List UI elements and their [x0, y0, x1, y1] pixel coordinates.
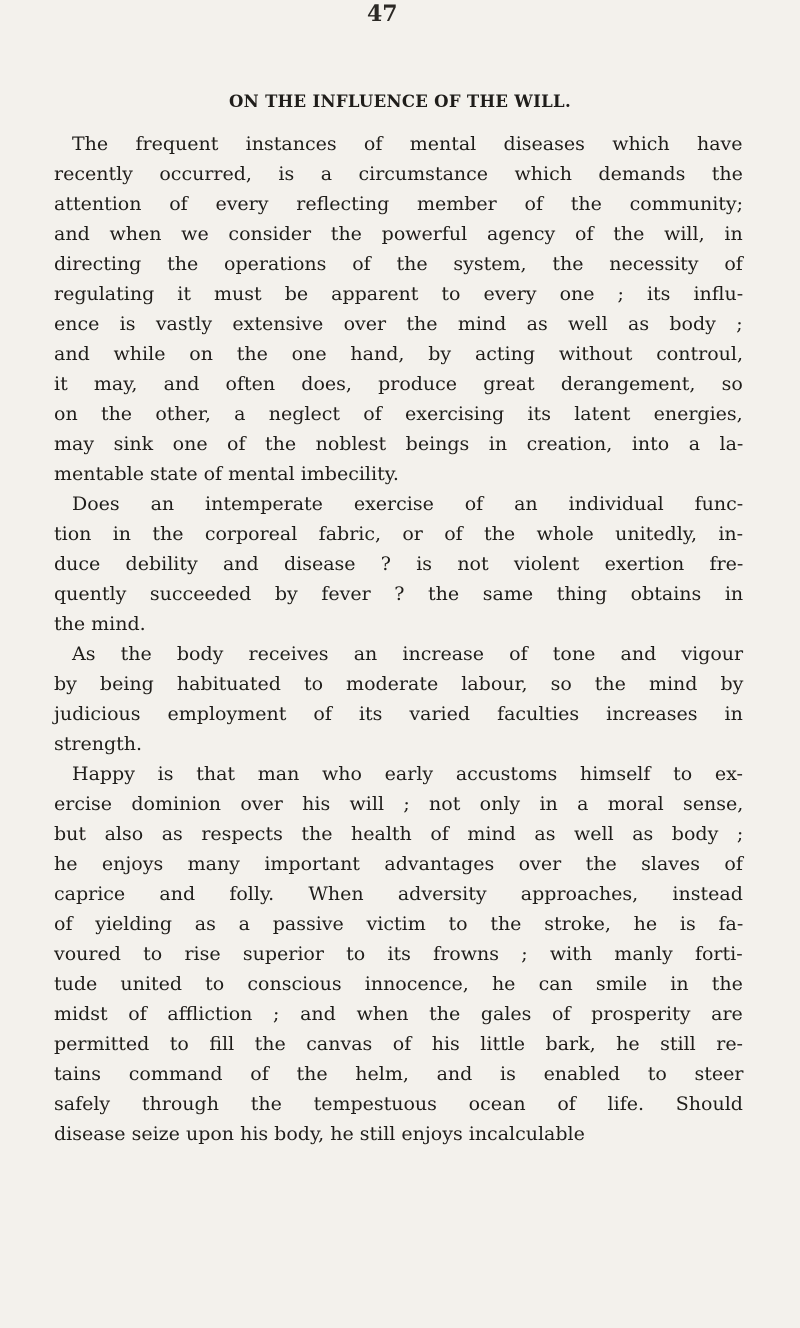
text-line: of yielding as a passive victim to the stroke, he is fa-	[54, 913, 744, 935]
text-line: quently succeeded by fever ? the same thing obtains in	[54, 583, 744, 605]
text-line: it may, and often does, produce great derangement, so	[54, 373, 743, 395]
text-line: permitted to fill the canvas of his little bark, he still re-	[54, 1033, 743, 1055]
text-line: recently occurred, is a circumstance which demands the	[54, 163, 743, 185]
text-line: tion in the corporeal fabric, or of the whole unitedly, in-	[54, 523, 744, 545]
text-line: midst of affliction ; and when the gales of prosperity are	[54, 1003, 743, 1025]
text-line: may sink one of the noblest beings in creation, into a la-	[54, 433, 744, 455]
text-line: ercise dominion over his will ; not only in a moral sense,	[54, 793, 744, 815]
text-line: As the body receives an increase of tone and vigour	[72, 643, 744, 665]
text-line: caprice and folly. When adversity approaches, instead	[54, 883, 743, 905]
text-line: safely through the tempestuous ocean of life. Should	[54, 1093, 743, 1115]
page-number: 47	[367, 1, 398, 27]
text-line: disease seize upon his body, he still enjoys incalculable	[54, 1123, 585, 1145]
text-line: by being habituated to moderate labour, so the mind by	[54, 673, 744, 695]
text-line: the mind.	[54, 613, 146, 635]
text-line: judicious employment of its varied faculties increases in	[54, 703, 743, 725]
text-line: duce debility and disease ? is not violent exertion fre-	[54, 553, 744, 575]
text-line: on the other, a neglect of exercising its latent energies,	[54, 403, 743, 425]
text-line: directing the operations of the system, the necessity of	[54, 253, 743, 275]
text-line: tains command of the helm, and is enabled to steer	[54, 1063, 744, 1085]
text-line: regulating it must be apparent to every one ; its influ-	[54, 283, 744, 305]
text-line: and while on the one hand, by acting without controul,	[54, 343, 744, 365]
text-line: Happy is that man who early accustoms himself to ex-	[72, 763, 743, 785]
text-line: mentable state of mental imbecility.	[54, 463, 399, 485]
text-line: but also as respects the health of mind as well as body ;	[54, 823, 744, 845]
text-line: strength.	[54, 733, 143, 755]
text-line: tude united to conscious innocence, he can smile in the	[54, 973, 743, 995]
text-line: The frequent instances of mental diseases which have	[72, 133, 743, 155]
chapter-title: ON THE INFLUENCE OF THE WILL.	[228, 92, 572, 111]
text-line: Does an intemperate exercise of an individual func-	[72, 493, 744, 515]
text-line: ence is vastly extensive over the mind as well as body ;	[54, 313, 743, 335]
text-line: attention of every reflecting member of the community;	[54, 193, 744, 215]
text-line: voured to rise superior to its frowns ; with manly forti-	[54, 943, 743, 965]
text-line: he enjoys many important advantages over the slaves of	[54, 853, 743, 875]
text-line: and when we consider the powerful agency of the will, in	[54, 223, 743, 245]
